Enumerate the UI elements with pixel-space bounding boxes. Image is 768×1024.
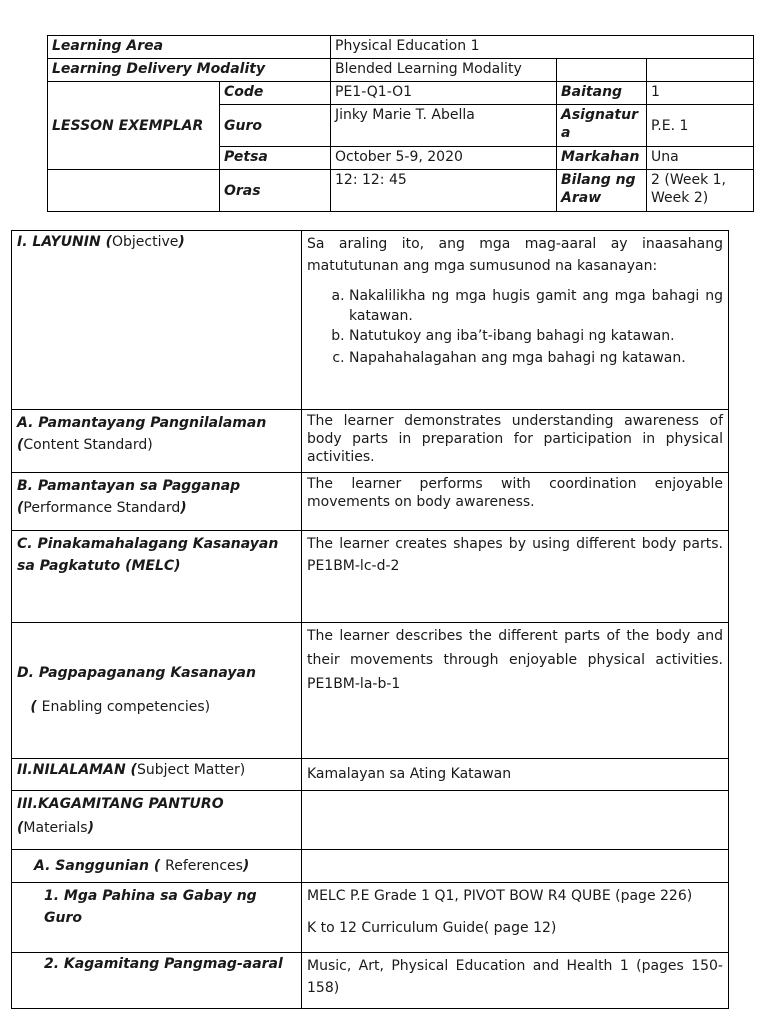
asignatura-value: P.E. 1 [647, 105, 754, 147]
teacher-guide-pages-label: 1. Mga Pahina sa Gabay ng Guro [12, 883, 302, 953]
modality-value: Blended Learning Modality [331, 59, 557, 82]
lesson-table [11, 230, 729, 1009]
baitang-value: 1 [647, 82, 754, 105]
performance-standard-label: B. Pamantayan sa Pagganap (Performance Standard) [12, 473, 302, 531]
layunin-label: I. LAYUNIN (Objective) [12, 231, 302, 410]
guro-label: Guro [220, 105, 331, 147]
empty-cell [557, 59, 647, 82]
enabling-competencies-value: The learner describes the different parts of the body and their movements through enjoyable physical activities. PE1BM-la-b-1 [302, 623, 729, 759]
list-item: c. Napahahalagahan ang mga bahagi ng katawan. [349, 347, 723, 369]
references-label: A. Sanggunian ( References) [12, 850, 302, 883]
list-item: b. Natutukoy ang iba’t-ibang bahagi ng katawan. [349, 326, 723, 346]
layunin-intro: Sa araling ito, ang mga mag-aaral ay inaasahang matututunan ang mga sumusunod na kasanayan: [307, 236, 723, 275]
learner-materials-value: Music, Art, Physical Education and Health 1 (pages 150-158) [302, 953, 729, 1009]
bilang-value: 2 (Week 1, Week 2) [647, 170, 754, 212]
modality-label: Learning Delivery Modality [48, 59, 331, 82]
subject-matter-label: II.NILALAMAN (Subject Matter) [12, 759, 302, 791]
empty-cell [647, 59, 754, 82]
content-standard-value: The learner demonstrates understanding awareness of body parts in preparation for participation in physical activities. [302, 410, 729, 473]
markahan-value: Una [647, 147, 754, 170]
lesson-exemplar-label: LESSON EXEMPLAR [48, 82, 220, 170]
petsa-value: October 5-9, 2020 [331, 147, 557, 170]
learning-area-label: Learning Area [48, 36, 331, 59]
materials-label: III.KAGAMITANG PANTURO (Materials) [12, 791, 302, 850]
materials-value [302, 791, 729, 850]
empty-cell [48, 170, 220, 212]
layunin-content [302, 231, 729, 410]
learning-area-value: Physical Education 1 [331, 36, 754, 59]
enabling-competencies-label: D. Pagpapaganang Kasanayan ( Enabling competencies) [12, 623, 302, 759]
markahan-label: Markahan [557, 147, 647, 170]
melc-label: C. Pinakamahalagang Kasanayan sa Pagkatuto (MELC) [12, 531, 302, 623]
petsa-label: Petsa [220, 147, 331, 170]
performance-standard-value: The learner performs with coordination enjoyable movements on body awareness. [302, 473, 729, 531]
asignatura-label: Asignatur a [557, 105, 647, 147]
objectives-list [307, 286, 723, 369]
content-standard-label: A. Pamantayang Pangnilalaman (Content Standard) [12, 410, 302, 473]
melc-value: The learner creates shapes by using different body parts. PE1BM-lc-d-2 [302, 531, 729, 623]
subject-matter-value: Kamalayan sa Ating Katawan [302, 759, 729, 791]
baitang-label: Baitang [557, 82, 647, 105]
code-label: Code [220, 82, 331, 105]
code-value: PE1-Q1-O1 [331, 82, 557, 105]
guro-value: Jinky Marie T. Abella [331, 105, 557, 147]
references-value [302, 850, 729, 883]
list-item: a. Nakalilikha ng mga hugis gamit ang mga bahagi ng katawan. [349, 286, 723, 327]
learner-materials-label: 2. Kagamitang Pangmag-aaral [12, 953, 302, 1009]
bilang-label: Bilang ng Araw [557, 170, 647, 212]
oras-label: Oras [220, 170, 331, 212]
oras-value: 12: 12: 45 [331, 170, 557, 212]
header-table [47, 35, 754, 212]
teacher-guide-pages-value: MELC P.E Grade 1 Q1, PIVOT BOW R4 QUBE (page 226) K to 12 Curriculum Guide( page 12) [302, 883, 729, 953]
